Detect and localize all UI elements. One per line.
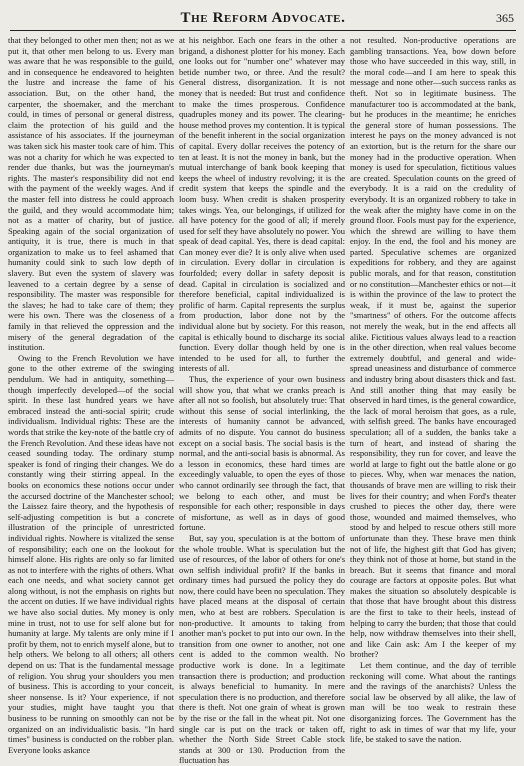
paragraph: Let them continue, and the day of terrible reckoning will come. What about the rantings and the ravings of the anarchists? Unless the social law be observed by all alike, the law of man will be too weak to restrain these disorganizing forces. The Government has the right to ask in times of war that my life, your life, be staked to save the nation. [350,660,516,745]
page-number: 365 [496,11,514,25]
column-2 [179,35,345,766]
column-1 [8,35,174,766]
text-columns [8,35,518,766]
column-3 [350,35,516,766]
paragraph: Owing to the French Revolution we have gone to the other extreme of the swinging pendulum. We had in antiquity, something—though imperfectly developed—of the social spirit. In these last hundred years we have embraced instead the anti-social spirit; crude individualism. Individual rights: These are the words that strike the key-note of the battle cry of the French Revolution. And these ideas have not ceased sounding today. The ordinary stump speaker is fond of ringing their changes. We do constantly wing their stirring appeal. In the books on economics these notions occur under the accursed doctrine of the Manchester school; the Laissez faire theory, and the hypothesis of self-adjusting competition is but a concrete illustration of the principle of unrestricted individual rights. Nowhere is vitalized the sense of responsibility; each one on the lookout for himself alone. His rights are only so far limited as not to interfere with the rights of others. What each one needs, and what society cannot get along without, is not the emphasis on rights but the accent on duties. If we have individual rights we have also social duties. My money is only mine in trust, not to use for self alone but for humanity at large. My talents are only mine if I profit by them, not to enrich myself alone, but to help others. We belong to all others; all others depend on us: That is the fundamental message of religion. You shrug your shoulders you men of business. This is according to your conceit, sheer nonsense. Is it? Your experience, if not your studies, might have taught you that business to be running on smoothly can not be organized on an individualistic basis. "In hard times" business is conducted on the robber plan. Everyone looks askance [8,352,174,755]
paragraph: Thus, the experience of your own business will show you, that what we cranks preach is after all not so foolish, but absolutely true: That without this sense of social interlinking, the interests of humanity cannot be advanced, admits of no dispute. You cannot do business except on a social basis. The social basis is the normal, and the anti-social basis is abnormal. As a lesson in economics, these hard times are exceedingly valuable, to open the eyes of those who cannot ordinarily see through the fact, that we belong to each other, and must be responsible for each other; responsible in days of misfortune, as well as in days of good fortune. [179,374,345,533]
page-header [10,0,516,31]
paragraph: that they belonged to other men then; not as we put it, that other men belong to us. Every man was aware that he was responsible to the guild, and in consequence he endeavored to heighten the lustre and increase the fame of his association. But, on the other hand, the carpenter, the shoemaker, and the merchant could, in times of personal or general distress, claim the protection of his guild and the assistance of his associates. If the journeyman was taken sick his master took care of him. This was not a charity for which he was expected to render due thanks, but was the journeyman's rights. The master's responsibility did not end with the payment of the weekly wages. And if the master fell into distress he could approach the guild, and they would accommodate him; not as a matter of charity, but of justice. Speaking again of the social organization of antiquity, it is true, there is much in that organization to make us to feel ashamed that humanity could sink to such low depth of slavery. But even the system of slavery was leavened to a certain degree by a sense of responsibility. The master was responsible for the slaves; he had to take care of them; they were his own. There was the closeness of a family in that relieved the oppression and the misery of the general degradation of the institution. [8,35,174,353]
paragraph: at his neighbor. Each one fears in the other a brigand, a dishonest plotter for his money. Each one looks out for "number one" whatever may betide number two, or three. And the result? General distress, disorganization. It is not money that is needed: But trust and confidence to make the times prosperous. Confidence quadruples money and its power. The clearing-house method proves my contention. It is typical of the benefit inherent in the social organization of capital. Every dollar receives the potency of ten at least. It is not the money in bank, but the mutual interchange of bank book keeping that keeps the wheel of industry revolving; it is the credit system that keeps the spindle and the loom busy. When credit is shaken prosperity takes wings. Yea, our belongings, if utilized for all have potency for the good of all; if merely used for self they have absolutely no power. You speak of dead capital. Yes, there is dead capital: Can money ever die? It is only alive when used in circulation. Every dollar in circulation is fourfolded; every dollar in safety deposit is dead. Capital in circulation is socialized and therefore beneficial, capital individualized is prolific of harm. Capital represents the surplus from production, labor done not by the individual alone but by society. For this reason, capital is ethically bound to discharge its social function. Every dollar though held by one is intended to be used for all, to further the interests of all. [179,35,345,374]
page-title: The Reform Advocate. [180,10,346,26]
paragraph: But, say you, speculation is at the bottom of the whole trouble. What is speculation but the use of resources, of the labor of others for one's own selfish individual profit? If the banks in ordinary times had pursued the policy they do now, there could have been no speculation. They have placed means at the disposal of certain men, who at best are robbers. Speculation is non-productive. It amounts to taking from another man's pocket to put into our own. In the transition from one owner to another, not one cent is added to the common wealth. No productive work is done. In a legitimate transaction there is production; and production is always beneficial to humanity. In mere speculation there is no production, and therefore there is theft. Not one grain of wheat is grown by the rise or the fall in the wheat pit. Not one single car is put on the track or taken off, whether the North Side Street Cable stock stands at 300 or 130. Production from the fluctuation has [179,532,345,766]
paragraph: not resulted. Non-productive operations are gambling transactions. Yea, bow down before those who have succeeded in this way, still, in the moral code—and I am here to speak this message and none other—such success ranks as theft. Not so in legitimate business. The manufacturer too is accommodated at the bank, but he produces in the meantime; he enriches the general store of human possessions. The interest he pays on the money advanced is not an extortion, but is the return for the share our money had in the productive operation. When money is used for speculation, fictitious values are created. Speculation counts on the greed of everybody. It is a raid on the credulity of everybody. It is an organized robbery to take in the weak after the mighty have come in on the ground floor. Fools must pay for the experience, which the shrewd are willing to have them enjoy. In the end, the fool and his money are parted. Speculative schemes are organized expeditions for robbery, and they are against public morals, and for that reason, constitution or no constitution—Manchester ethics or not—it is within the province of the law to protect the weak, if it must be, against the superior "smartness" of others. For the outcome affects not merely the weak, but in the end affects all alike. Fictitious values always lead to a reaction in the other direction, when real values become extremely doubtful, and general and wide-spread uneasiness and disturbance of commerce and industry bring about disasters thick and fast. And still another thing that may easily be observed in hard times, is the general cowardice, the lack of moral heroism that goes, as a rule, with selfish greed. The banks have encouraged speculation; all of a sudden, the banks take a turn of heart, and instead of sharing the responsibility, they run for cover, and leave the world at large to fight out the battle alone or go to pieces. Why, when war menaces the nation, thousands of brave men are willing to risk their lives for their country; and when Ford's theater crushed to pieces the other day, there were those, wounded and maimed themselves, who stood by and helped to rescue others still more unfortunate than they. These brave men think not of life, the highest gift that God has given; they think not of those at home, but stand in the breach. But it seems that finance and moral courage are factors at opposite poles. But what makes the situation so absolutely despicable is that those that have brought about this distress are the first to take to their heels, instead of helping to carry the burden; that those that could help, now withdraw themselves into their shell, and like Cain ask: Am I the keeper of my brother? [350,35,516,660]
